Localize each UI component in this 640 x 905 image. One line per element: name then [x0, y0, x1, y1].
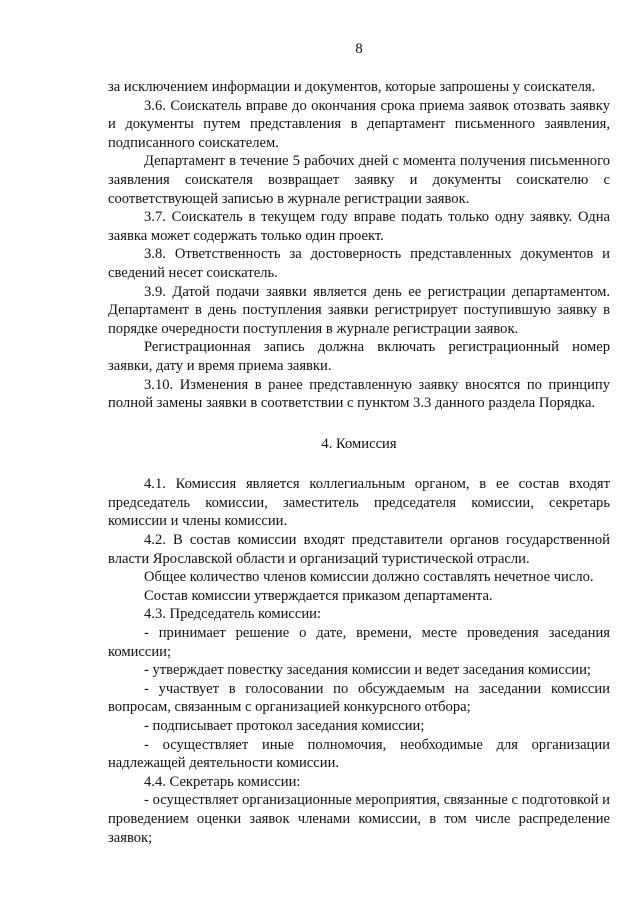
page-number: 8: [355, 41, 363, 57]
list-item: - утверждает повестку заседания комиссии и ведет заседания комиссии;: [144, 662, 591, 679]
paragraph: Общее количество членов комиссии должно составлять нечетное число.: [144, 569, 594, 586]
paragraph: 4.4. Секретарь комиссии:: [144, 773, 301, 790]
body-text-after: [108, 475, 610, 847]
list-item: - принимает решение о дате, времени, месте проведения заседания комиссии;: [108, 625, 610, 660]
paragraph: 3.8. Ответственность за достоверность представленных документов и сведений несет соискатель.: [108, 246, 610, 281]
paragraph: Состав комиссии утверждается приказом департамента.: [144, 587, 493, 604]
paragraph: 4.1. Комиссия является коллегиальным органом, в ее состав входят председатель комиссии, заместитель председателя комиссии, секретарь комиссии и члены комиссии.: [108, 476, 610, 530]
paragraph: 3.6. Соискатель вправе до окончания срока приема заявок отозвать заявку и документы путем представления в департамент письменного заявления, подписанного соискателем.: [108, 97, 610, 151]
paragraph: 4.2. В состав комиссии входят представители органов государственной власти Ярославской области и организаций туристической отрасли.: [108, 532, 610, 567]
paragraph: 3.9. Датой подачи заявки является день ее регистрации департаментом. Департамент в день поступления заявки регистрирует поступившую заявку в порядке очередности поступления в журнале регистрации заявок.: [108, 283, 610, 337]
paragraph: 3.7. Соискатель в текущем году вправе подать только одну заявку. Одна заявка может содержать только один проект.: [108, 209, 610, 244]
paragraph: Регистрационная запись должна включать регистрационный номер заявки, дату и время приема заявки.: [108, 339, 610, 374]
list-item: - участвует в голосовании по обсуждаемым на заседании комиссии вопросам, связанным с организацией конкурсного отбора;: [108, 680, 610, 716]
paragraph: 4.3. Председатель комиссии:: [144, 606, 322, 623]
list-item: - осуществляет организационные мероприятия, связанные с подготовкой и проведением оценки заявок членами комиссии, в том числе распределение заявок;: [108, 792, 610, 846]
body-text-before: [108, 78, 610, 413]
paragraph: за исключением информации и документов, которые запрошены у соискателя.: [108, 79, 596, 95]
paragraph: 3.10. Изменения в ранее представленную заявку вносятся по принципу полной замены заявки в соответствии с пунктом 3.3 данного раздела Порядка.: [108, 376, 610, 412]
list-item: - осуществляет иные полномочия, необходимые для организации надлежащей деятельности комиссии.: [108, 736, 610, 772]
paragraph: Департамент в течение 5 рабочих дней с момента получения письменного заявления соискателя возвращает заявку и документы соискателю с соответствующей записью в журнале регистрации заявок.: [108, 153, 610, 207]
section-title: 4. Комиссия: [321, 435, 397, 452]
list-item: - подписывает протокол заседания комиссии;: [144, 718, 425, 734]
